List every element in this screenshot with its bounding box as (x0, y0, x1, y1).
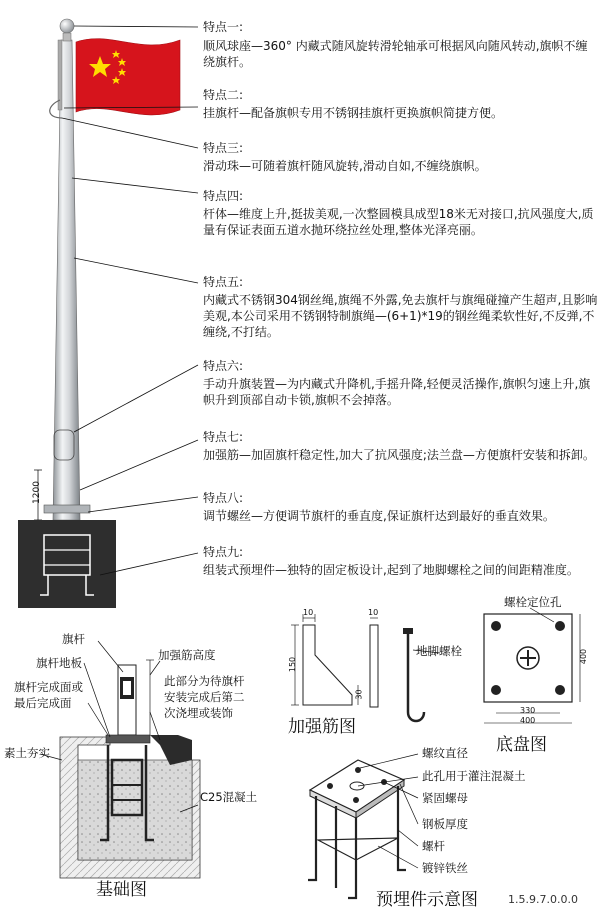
foundation-label-concrete: C25混凝土 (200, 790, 258, 804)
feature-1-title: 特点一: (203, 20, 244, 34)
feature-6-title: 特点六: (203, 359, 244, 373)
embedded-label-nut: 紧固螺母 (422, 791, 468, 805)
embedded-title: 预埋件示意图 (376, 890, 478, 910)
embedded-label-bolt: 螺杆 (422, 839, 445, 853)
china-flag (76, 39, 180, 115)
feature-2-desc: 挂旗杆—配备旗帜专用不锈钢挂旗杆更换旗帜简捷方便。 (203, 106, 504, 120)
embedded-label-grout-hole: 此孔用于灌注混凝土 (422, 769, 526, 783)
feature-9-title: 特点九: (203, 545, 244, 559)
feature-8-title: 特点八: (203, 491, 244, 505)
feature-4-title: 特点四: (203, 189, 244, 203)
rib-title: 加强筋图 (288, 717, 356, 737)
baseplate-dim-outer: 400 (520, 716, 536, 725)
pole-dimension-label: 1200 (31, 481, 42, 504)
rib-dim-small: 30 (354, 689, 364, 700)
feature-7-desc: 加强筋—加固旗杆稳定性,加大了抗风强度;法兰盘—方便旗杆安装和拆卸。 (203, 448, 595, 462)
ball-top-icon (60, 19, 74, 33)
plate-thickness-dim: 10 (368, 608, 379, 617)
foundation-label-soil: 素土夯实 (4, 746, 50, 760)
foundation-label-second-pour-1: 此部分为待旗杆 (164, 674, 245, 688)
foundation-label-reinforcement-height: 加强筋高度 (158, 648, 216, 662)
anchor-bolt-label: 地脚螺栓 (416, 644, 462, 658)
foundation-label-second-pour-3: 次浇埋或装饰 (164, 706, 233, 720)
feature-8-desc: 调节螺丝—方便调节旗杆的垂直度,保证旗杆达到最好的垂直效果。 (203, 509, 555, 523)
embedded-part-diagram (308, 754, 418, 898)
feature-2-title: 特点二: (203, 88, 244, 102)
foundation-title: 基础图 (96, 880, 147, 900)
embedded-label-plate: 钢板厚度 (422, 817, 468, 831)
baseplate-hole-label: 螺栓定位孔 (504, 595, 562, 609)
rib-dim-top: 10 (303, 608, 314, 617)
rib-diagram (291, 614, 440, 721)
feature-9-desc: 组装式预埋件—独特的固定板设计,起到了地脚螺栓之间的间距精准度。 (203, 563, 579, 577)
embedded-label-wire: 镀锌铁丝 (422, 861, 468, 875)
feature-3-title: 特点三: (203, 141, 244, 155)
feature-6-desc: 手动升旗装置—为内藏式升降机,手摇升降,轻便灵活操作,旗帜匀速上升,旗帜升到顶部自动卡锁,旗帜不会掉落。 (203, 377, 591, 407)
baseplate-dim-inner: 330 (520, 706, 536, 715)
feature-5-title: 特点五: (203, 275, 244, 289)
embedded-label-thread: 螺纹直径 (422, 746, 468, 760)
foundation-label-second-pour-2: 安装完成后第二 (164, 690, 245, 704)
foundation-label-base-plate: 旗杆地板 (36, 656, 82, 670)
rib-dim-side: 150 (288, 656, 298, 673)
feature-1-desc: 顺风球座—360° 内藏式随风旋转滑轮轴承可根据风向随风转动,旗帜不缠绕旗杆。 (203, 39, 588, 69)
foundation-label-finished-2: 最后完成面 (14, 696, 72, 710)
watermark: 1.5.9.7.0.0.0 (508, 893, 578, 906)
baseplate-dim-side: 400 (579, 648, 589, 665)
baseplate-title: 底盘图 (496, 735, 547, 755)
feature-4-desc: 杆体—维度上升,挺拔美观,一次整圆模具成型18米无对接口,抗风强度大,质量有保证表面五道水抛环绕拉丝处理,整体光泽亮丽。 (203, 207, 594, 237)
pole-foundation (18, 520, 116, 608)
foundation-label-pole: 旗杆 (62, 632, 85, 646)
feature-7-title: 特点七: (203, 430, 244, 444)
foundation-label-finished-1: 旗杆完成面或 (14, 680, 83, 694)
feature-5-desc: 内藏式不锈钢304钢丝绳,旗绳不外露,免去旗杆与旗绳碰撞产生超声,且影响美观,本公司采用不锈钢特制旗绳—(6+1)*19的钢丝绳柔软性好,不反弹,不缠绕,不打结。 (203, 293, 598, 339)
feature-3-desc: 滑动珠—可随着旗杆随风旋转,滑动自如,不缠绕旗帜。 (203, 159, 487, 173)
